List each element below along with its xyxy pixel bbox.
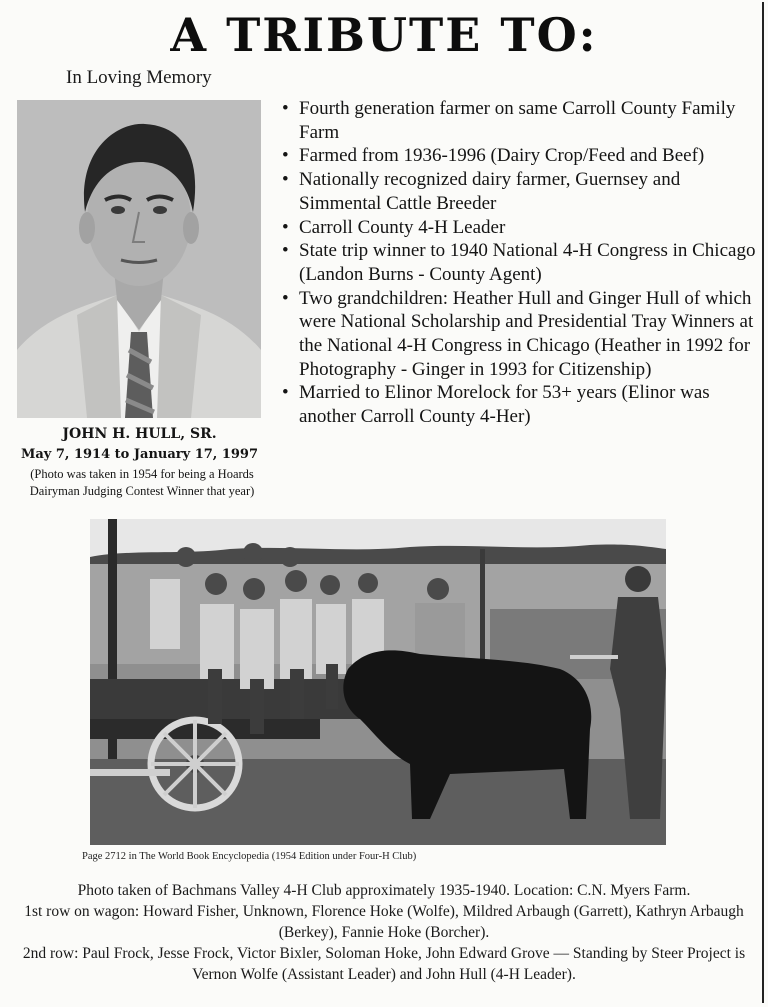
photo-description-line: Photo taken of Bachmans Valley 4-H Club approximately 1935-1940. Location: C.N. Myers Farm. <box>77 882 691 899</box>
portrait-dates: May 7, 1914 to January 17, 1997 <box>20 447 259 462</box>
photo-description <box>6 880 762 985</box>
list-item: • Married to Elinor Morelock for 53+ years (Elinor was another Carroll County 4-Her) <box>280 381 760 428</box>
photo-description-line: 1st row on wagon: Howard Fisher, Unknown, Florence Hoke (Wolfe), Mildred Arbaugh (Garrett), Kathryn Arbaugh (Berkey), Fannie Hoke (Borcher). <box>24 903 744 941</box>
list-item: • State trip winner to 1940 National 4-H Congress in Chicago (Landon Burns - County Agent) <box>280 239 760 286</box>
list-item: • Carroll County 4-H Leader <box>280 216 760 240</box>
photo-description-line: 2nd row: Paul Frock, Jesse Frock, Victor Bixler, Soloman Hoke, John Edward Grove — Standing by Steer Project is Vernon Wolfe (Assistant Leader) and John Hull (4-H Leader). <box>22 945 746 983</box>
list-item: • Fourth generation farmer on same Carroll County Family Farm <box>280 97 760 144</box>
list-item: • Farmed from 1936-1996 (Dairy Crop/Feed and Beef) <box>280 144 760 168</box>
group-photo <box>90 519 666 845</box>
accomplishments-list <box>280 97 760 429</box>
list-item: • Nationally recognized dairy farmer, Guernsey and Simmental Cattle Breeder <box>280 168 760 215</box>
photo-source-caption: Page 2712 in The World Book Encyclopedia (1954 Edition under Four-H Club) <box>82 851 417 862</box>
portrait-name: JOHN H. HULL, SR. <box>62 426 217 442</box>
portrait-photo <box>17 100 261 418</box>
page-subtitle: In Loving Memory <box>66 67 212 88</box>
list-item: • Two grandchildren: Heather Hull and Ginger Hull of which were National Scholarship and Presidential Tray Winners at the National 4-H Congress in Chicago (Heather in 1992 for Photography - Ginger in 1993 for Citizenship) <box>280 287 760 382</box>
portrait-note: (Photo was taken in 1954 for being a Hoards Dairyman Judging Contest Winner that year) <box>29 467 255 498</box>
page-title: A TRIBUTE TO: <box>170 8 598 62</box>
